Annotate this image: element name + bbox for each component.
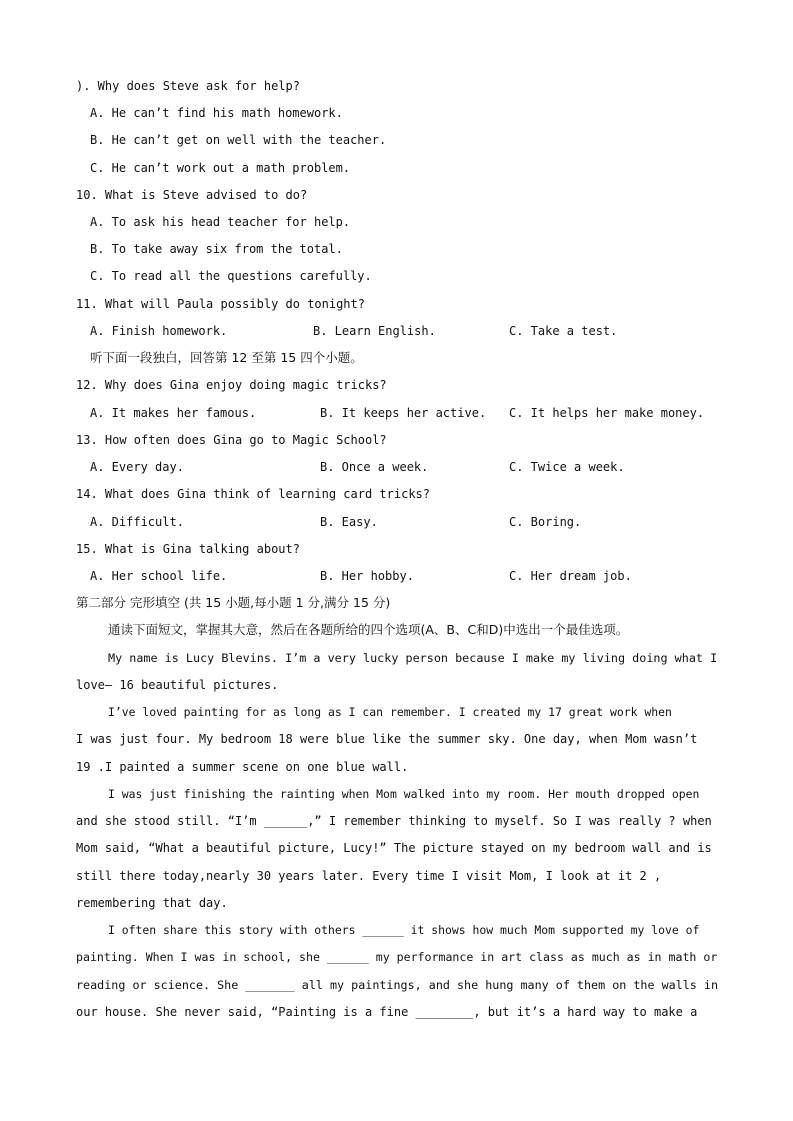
question-10-option-b: B. To take away six from the total. (90, 242, 343, 256)
question-13-stem: 13. How often does Gina go to Magic School? (76, 433, 387, 447)
question-15-stem: 15. What is Gina talking about? (76, 542, 300, 556)
question-13-option-c: C. Twice a week. (509, 460, 625, 474)
passage-line-11: I often share this story with others ______ it shows how much Mom supported my love of (108, 923, 700, 937)
question-9-option-c: C. He can’t work out a math problem. (90, 161, 351, 175)
passage-line-14: our house. She never said, “Painting is a fine ________, but it’s a hard way to make a (76, 1005, 698, 1019)
passage-line-12: painting. When I was in school, she ______ my performance in art class as much as in math or (76, 950, 718, 964)
question-10-stem: 10. What is Steve advised to do? (76, 188, 308, 202)
question-9-stem: ). Why does Steve ask for help? (76, 79, 300, 93)
question-11-option-c: C. Take a test. (509, 324, 618, 338)
passage-line-9: still there today,nearly 30 years later. Every time I visit Mom, I look at it 2 , (76, 869, 662, 883)
passage-line-13: reading or science. She _______ all my paintings, and she hung many of them on the walls in (76, 978, 719, 992)
question-15-option-b: B. Her hobby. (320, 569, 414, 583)
passage-line-7: and she stood still. “I’m ______,” I remember thinking to myself. So I was really ? when (76, 814, 712, 828)
question-13-option-b: B. Once a week. (320, 460, 429, 474)
question-14-option-b: B. Easy. (320, 515, 378, 529)
question-11-option-a: A. Finish homework. (90, 324, 228, 338)
passage-line-6: I was just finishing the rainting when Mom walked into my room. Her mouth dropped open (108, 787, 700, 801)
question-15-option-c: C. Her dream job. (509, 569, 632, 583)
question-12-option-a: A. It makes her famous. (90, 406, 257, 420)
part-2-heading: 第二部分 完形填空 (共 15 小题,每小题 1 分,满分 15 分) (76, 595, 391, 610)
passage-line-8: Mom said, “What a beautiful picture, Lucy!” The picture stayed on my bedroom wall and is (76, 841, 712, 855)
passage-line-3: I’ve loved painting for as long as I can remember. I created my 17 great work when (108, 705, 672, 719)
question-10-option-c: C. To read all the questions carefully. (90, 269, 372, 283)
question-11-stem: 11. What will Paula possibly do tonight? (76, 297, 365, 311)
monologue-instruction: 听下面一段独白，回答第 12 至第 15 四个小题。 (90, 350, 363, 365)
passage-line-4: I was just four. My bedroom 18 were blue like the summer sky. One day, when Mom wasn’t (76, 732, 698, 746)
question-11-option-b: B. Learn English. (313, 324, 436, 338)
question-10-option-a: A. To ask his head teacher for help. (90, 215, 351, 229)
question-12-stem: 12. Why does Gina enjoy doing magic tricks? (76, 378, 387, 392)
question-14-option-c: C. Boring. (509, 515, 582, 529)
question-9-option-b: B. He can’t get on well with the teacher. (90, 133, 387, 147)
question-9-option-a: A. He can’t find his math homework. (90, 106, 343, 120)
passage-line-2: love— 16 beautiful pictures. (76, 678, 279, 692)
passage-line-5: 19 .I painted a summer scene on one blue wall. (76, 760, 409, 774)
question-12-option-c: C. It helps her make money. (509, 406, 705, 420)
question-12-option-b: B. It keeps her active. (320, 406, 487, 420)
part-2-instruction: 通读下面短文，掌握其大意，然后在各题所给的四个选项(A、B、C和D)中选出一个最佳选项。 (108, 622, 629, 637)
passage-line-10: remembering that day. (76, 896, 228, 910)
question-14-stem: 14. What does Gina think of learning card tricks? (76, 487, 431, 501)
question-15-option-a: A. Her school life. (90, 569, 228, 583)
passage-line-1: My name is Lucy Blevins. I’m a very lucky person because I make my living doing what I (108, 651, 718, 665)
question-14-option-a: A. Difficult. (90, 515, 184, 529)
question-13-option-a: A. Every day. (90, 460, 184, 474)
